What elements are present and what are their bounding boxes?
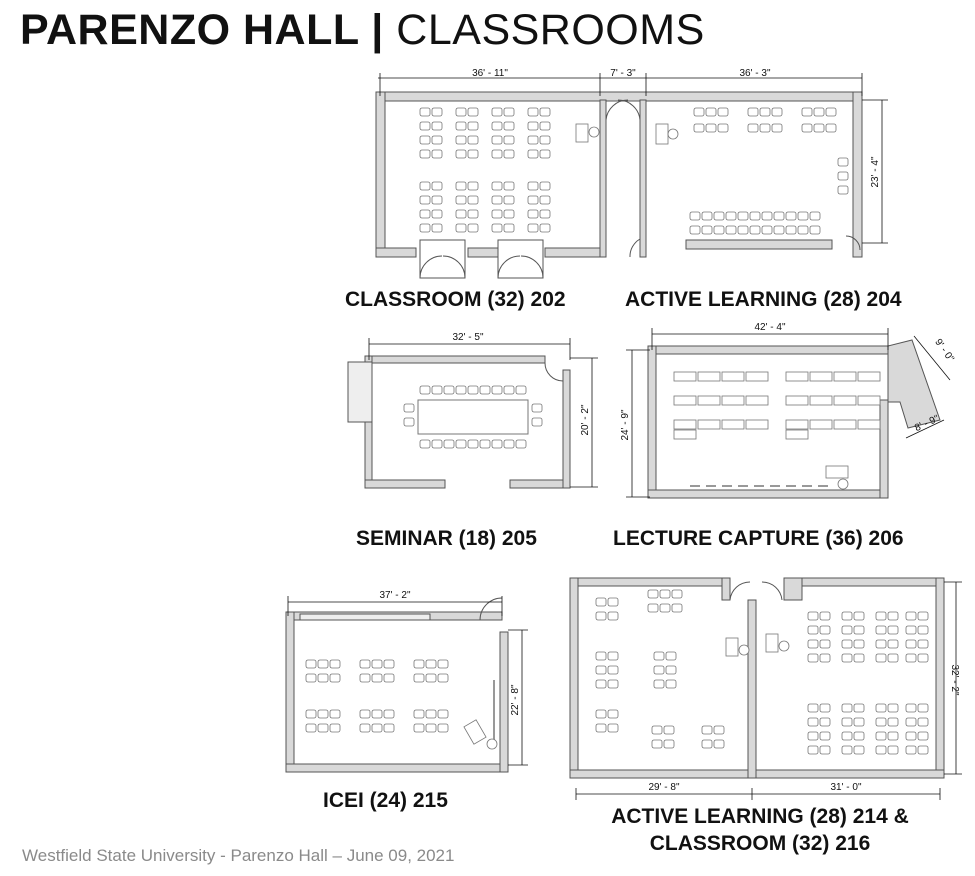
dim-214-216-depth: 32' - 2"	[949, 664, 960, 696]
footer-caption: Westfield State University - Parenzo Hall – June 09, 2021	[22, 846, 455, 865]
dim-204-width: 36' - 3"	[739, 68, 771, 79]
label-214-216-line1: ACTIVE LEARNING (28) 214 &	[611, 805, 909, 828]
dim-206-depth: 24' - 9"	[620, 409, 631, 441]
dim-205-width: 32' - 5"	[452, 332, 484, 343]
label-214-216-line2: CLASSROOM (32) 216	[649, 832, 871, 855]
label-215: ICEI (24) 215	[323, 789, 448, 812]
label-205: SEMINAR (18) 205	[356, 527, 537, 550]
title-section: CLASSROOMS	[396, 6, 705, 54]
plan-206	[620, 322, 956, 498]
dim-206-alcove-b: 8' - 9"	[913, 413, 941, 435]
dim-corridor-width: 7' - 3"	[610, 68, 636, 79]
label-202: CLASSROOM (32) 202	[345, 288, 566, 311]
dim-216-width: 31' - 0"	[830, 782, 862, 793]
label-204: ACTIVE LEARNING (28) 204	[625, 288, 902, 311]
plan-214-216	[570, 578, 962, 800]
dim-215-width: 37' - 2"	[379, 590, 411, 601]
plan-205	[348, 332, 598, 488]
title-building: PARENZO HALL |	[20, 6, 384, 54]
plan-215	[286, 590, 528, 772]
dim-206-width: 42' - 4"	[754, 322, 786, 333]
dim-205-depth: 20' - 2"	[580, 404, 591, 436]
dim-215-depth: 22' - 8"	[510, 684, 521, 716]
plan-202-204	[376, 68, 888, 278]
dim-206-alcove-a: 9' - 0"	[932, 336, 956, 365]
dim-214-width: 29' - 8"	[648, 782, 680, 793]
dim-204-depth: 23' - 4"	[870, 156, 881, 188]
label-206: LECTURE CAPTURE (36) 206	[613, 527, 904, 550]
dim-202-width: 36' - 11"	[472, 68, 508, 79]
